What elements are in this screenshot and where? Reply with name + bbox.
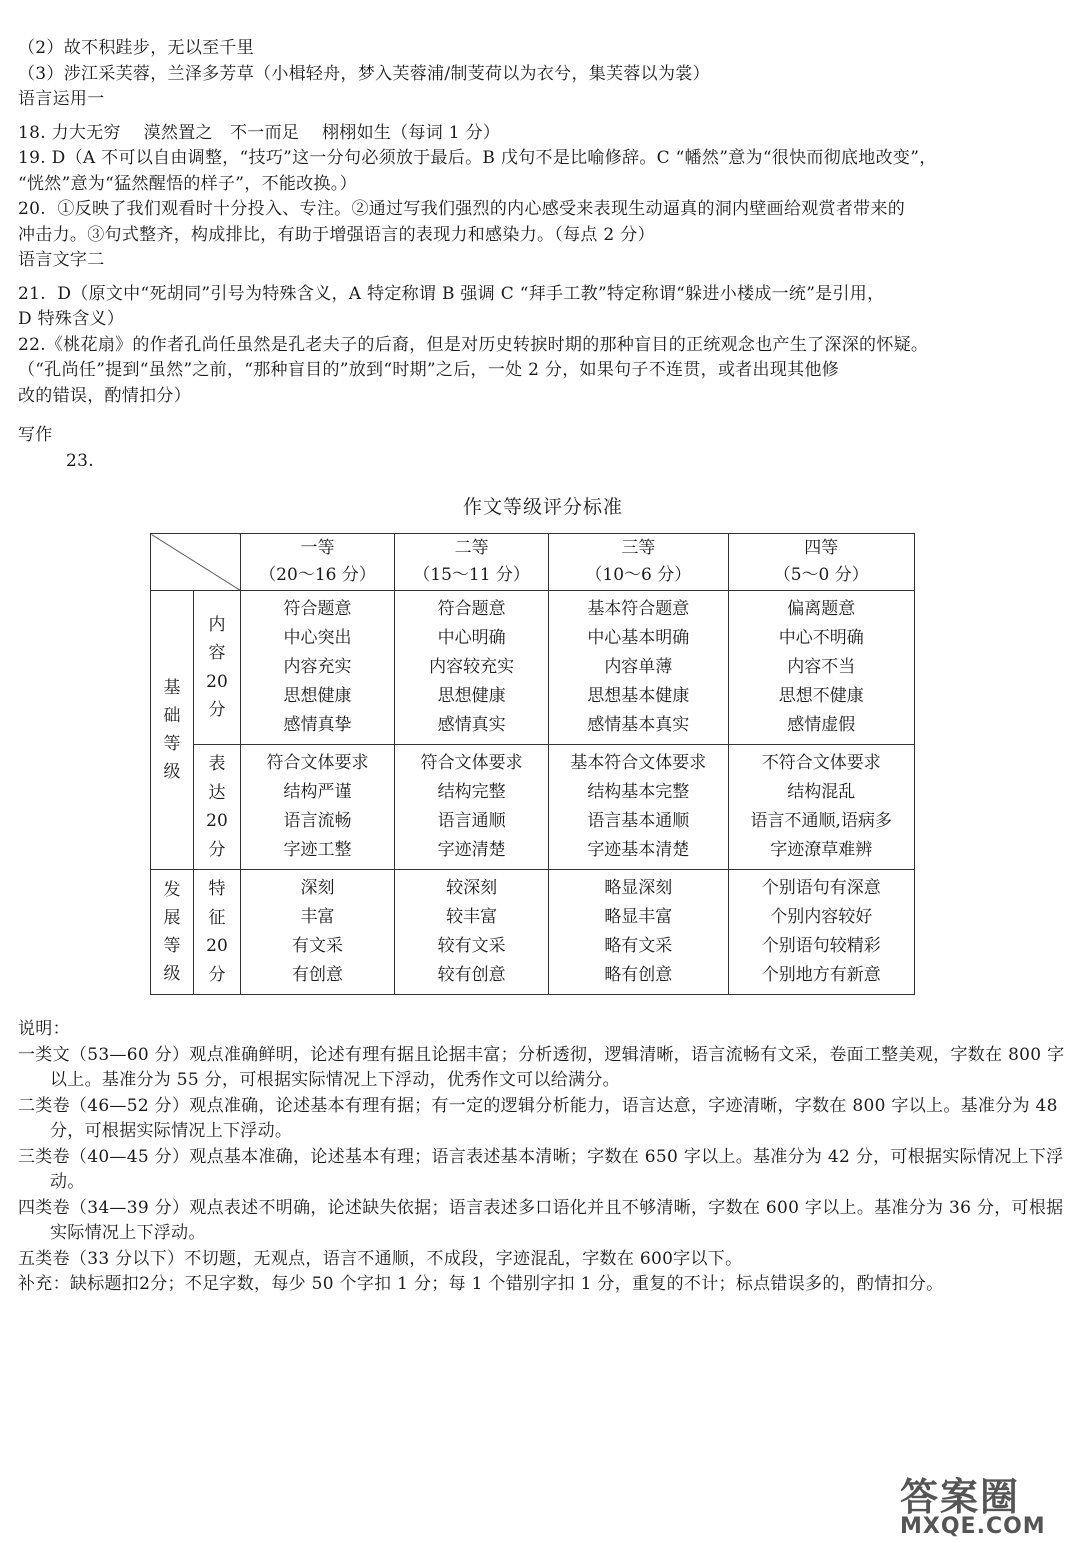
- rubric-cell-line: 语言基本通顺: [587, 811, 690, 831]
- subcategory-feature: [194, 870, 241, 995]
- rubric-cell: [728, 870, 915, 995]
- grade-header: 二等 （15～11 分）: [395, 534, 549, 591]
- rubric-cell: [549, 591, 728, 745]
- answer-line: （3）涉江采芙蓉，兰泽多芳草（小楫轻舟，梦入芙蓉浦/制芰荷以为衣兮，集芙蓉以为裳）: [18, 63, 710, 84]
- rubric-cell-line: 中心明确: [437, 628, 506, 648]
- rubric-cell-line: 中心基本明确: [587, 628, 690, 648]
- section-heading: 语言运用一: [18, 89, 105, 109]
- vertical-label-char: 发: [163, 880, 181, 900]
- answer-20: 20. ①反映了我们观看时十分投入、专注。②通过写我们强烈的内心感受来表现生动逼真的洞内壁画给观赏者带来的: [18, 199, 906, 219]
- rubric-cell-line: 符合题意: [283, 599, 352, 619]
- rubric-cell-line: 结构基本完整: [587, 782, 690, 802]
- vertical-label-char: 20: [206, 936, 228, 956]
- rubric-cell-line: 符合文体要求: [420, 753, 523, 773]
- category-development: [151, 870, 194, 995]
- rubric-cell: [241, 745, 395, 870]
- subcategory-expression: [194, 745, 241, 870]
- rubric-cell-line: 较丰富: [446, 907, 498, 927]
- subcategory-content: [194, 591, 241, 745]
- vertical-label-char: 征: [208, 907, 226, 928]
- rubric-cell-line: 感情真挚: [283, 715, 352, 735]
- rubric-cell-line: 略有创意: [604, 965, 673, 985]
- rubric-cell-line: 字迹清楚: [437, 840, 506, 860]
- rubric-cell-line: 中心突出: [283, 628, 352, 648]
- rubric-cell-line: 感情基本真实: [587, 715, 690, 735]
- rubric-cell-line: 丰富: [300, 907, 335, 927]
- rubric-cell-line: 语言通顺: [437, 811, 506, 831]
- table-corner-diagonal: [151, 534, 241, 591]
- rubric-cell-line: 内容单薄: [604, 657, 673, 677]
- rubric-cell-line: 偏离题意: [787, 599, 856, 619]
- rubric-cell-line: 基本符合题意: [587, 599, 690, 619]
- watermark-text: 答案圈: [900, 1475, 1021, 1519]
- grade-header: 四等 （5～0 分）: [728, 534, 915, 591]
- rubric-cell-line: 内容较充实: [429, 657, 515, 677]
- answer-22-cont: （“孔尚任”提到“虽然”之前，“那种盲目的”放到“时期”之后，一处 2 分，如果句子不连贯，或者出现其他修: [18, 360, 840, 380]
- rubric-cell-line: 字迹工整: [283, 840, 352, 860]
- rubric-cell-line: 思想基本健康: [587, 686, 690, 706]
- note-item: 补充：缺标题扣2分；不足字数，每少 50 个字扣 1 分；每 1 个错别字扣 1 分，重复的不计；标点错误多的，酌情扣分。: [18, 1274, 944, 1294]
- rubric-table: [150, 533, 915, 995]
- vertical-label-char: 达: [208, 782, 226, 803]
- vertical-label-char: 展: [163, 908, 181, 928]
- rubric-cell-line: 感情真实: [437, 715, 506, 735]
- rubric-cell-line: 符合文体要求: [266, 753, 369, 773]
- answer-18: 18. 力大无穷 漠然置之 不一而足 栩栩如生（每词 1 分）: [18, 122, 501, 143]
- scoring-notes: [18, 1017, 1068, 1298]
- rubric-cell-line: 结构完整: [437, 782, 506, 802]
- rubric-cell-line: 思想健康: [283, 686, 352, 706]
- answer-23: 23.: [66, 450, 94, 471]
- rubric-cell-line: 略显深刻: [604, 878, 673, 898]
- vertical-label-char: 20: [206, 811, 228, 831]
- rubric-cell: [395, 870, 549, 995]
- grade-header: 三等 （10～6 分）: [549, 534, 728, 591]
- rubric-cell-line: 深刻: [300, 878, 335, 898]
- rubric-cell-line: 符合题意: [437, 599, 506, 619]
- note-item: 一类文（53—60 分）观点准确鲜明，论述有理有据且论据丰富；分析透彻，逻辑清晰，语言流畅有文采，卷面工整美观，字数在 800 字以上。基准分为 55 分，可根据实际情况上下浮动，优秀作文可以给满分。: [18, 1044, 1065, 1090]
- rubric-cell-line: 感情虚假: [787, 715, 856, 735]
- answer-22: 22.《桃花扇》的作者孔尚任虽然是孔老夫子的后裔，但是对历史转捩时期的那种盲目的正统观念也产生了深深的怀疑。: [18, 334, 929, 355]
- grade-header: 一等 （20～16 分）: [241, 534, 395, 591]
- category-basic: [151, 591, 194, 870]
- vertical-label-char: 分: [208, 964, 226, 985]
- vertical-label-char: 20: [206, 671, 228, 692]
- answer-21-cont: D 特殊含义）: [18, 309, 125, 329]
- vertical-label-char: 表: [208, 754, 226, 774]
- vertical-label-char: 础: [163, 706, 181, 726]
- rubric-cell-line: 中心不明确: [778, 628, 864, 648]
- rubric-cell-line: 个别语句有深意: [761, 878, 881, 898]
- vertical-label-char: 内: [208, 614, 226, 635]
- rubric-cell-line: 略显丰富: [604, 907, 673, 927]
- rubric-cell-line: 个别语句较精彩: [761, 936, 881, 956]
- rubric-cell-line: 个别内容较好: [770, 907, 873, 927]
- note-item: 二类卷（46—52 分）观点准确，论述基本有理有据；有一定的逻辑分析能力，语言达意，字迹清晰，字数在 800 字以上。基准分为 48 分，可根据实际情况上下浮动。: [18, 1095, 1064, 1141]
- rubric-cell-line: 字迹基本清楚: [587, 840, 690, 860]
- rubric-title: 作文等级评分标准: [462, 496, 623, 518]
- rubric-cell-line: 有创意: [292, 965, 344, 985]
- rubric-cell-line: 较深刻: [446, 878, 498, 898]
- vertical-label-char: 等: [163, 734, 181, 754]
- section-heading: 写作: [18, 425, 53, 445]
- answer-19-cont: “恍然”意为“猛然醒悟的样子”，不能改换。）: [18, 173, 357, 194]
- rubric-cell-line: 语言流畅: [283, 811, 352, 831]
- rubric-cell-line: 较有文采: [437, 936, 506, 956]
- rubric-cell-line: 不符合文体要求: [761, 753, 881, 773]
- answer-19: 19. D（A 不可以自由调整，“技巧”这一分句必须放于最后。B 戊句不是比喻修辞。C “幡然”意为“很快而彻底地改变”，: [18, 148, 937, 168]
- vertical-label-char: 级: [163, 762, 181, 782]
- rubric-cell: [395, 591, 549, 745]
- section-heading: 语言文字二: [18, 250, 105, 270]
- rubric-cell-line: 结构严谨: [283, 782, 352, 802]
- answer-sheet: [18, 36, 1068, 1298]
- rubric-cell-line: 略有文采: [604, 936, 673, 956]
- rubric-cell-line: 个别地方有新意: [761, 965, 881, 985]
- vertical-label-char: 级: [163, 964, 181, 984]
- vertical-label-char: 基: [163, 678, 181, 698]
- vertical-label-char: 容: [208, 643, 226, 663]
- rubric-cell-line: 内容不当: [787, 657, 856, 677]
- answer-20-cont: 冲击力。③句式整齐，构成排比，有助于增强语言的表现力和感染力。（每点 2 分）: [18, 224, 655, 245]
- rubric-cell-line: 语言不通顺,语病多: [750, 811, 892, 831]
- rubric-cell-line: 思想健康: [437, 686, 506, 706]
- rubric-cell-line: 较有创意: [437, 965, 506, 985]
- rubric-cell: [549, 870, 728, 995]
- rubric-cell-line: 字迹潦草难辨: [770, 840, 873, 860]
- note-item: 五类卷（33 分以下）不切题，无观点，语言不通顺，不成段，字迹混乱，字数在 600字以下。: [18, 1248, 743, 1269]
- answer-21: 21. D（原文中“死胡同”引号为特殊含义，A 特定称谓 B 强调 C “拜手工教”特定称谓“躲进小楼成一统”是引用，: [18, 283, 885, 304]
- note-item: 四类卷（34—39 分）观点表述不明确，论述缺失依据；语言表述多口语化并且不够清晰，字数在 600 字以上。基准分为 36 分，可根据实际情况上下浮动。: [18, 1197, 1064, 1243]
- rubric-cell-line: 基本符合文体要求: [570, 753, 707, 773]
- watermark-url: MXQE.COM: [900, 1514, 1046, 1539]
- vertical-label-char: 等: [163, 936, 181, 956]
- rubric-cell: [241, 591, 395, 745]
- answer-line: （2）故不积跬步，无以至千里: [18, 38, 255, 58]
- rubric-cell: [395, 745, 549, 870]
- rubric-cell: [549, 745, 728, 870]
- notes-heading: 说明：: [18, 1019, 70, 1039]
- rubric-cell: [728, 745, 915, 870]
- rubric-cell-line: 内容充实: [283, 657, 352, 677]
- watermark-logo: [900, 1475, 1070, 1540]
- rubric-cell-line: 有文采: [292, 936, 344, 956]
- rubric-cell: [241, 870, 395, 995]
- answer-22-cont: 改的错误，酌情扣分）: [18, 385, 191, 406]
- rubric-cell-line: 结构混乱: [787, 782, 856, 802]
- vertical-label-char: 特: [208, 879, 226, 899]
- note-item: 三类卷（40—45 分）观点基本准确，论述基本有理；语言表述基本清晰；字数在 650 字以上。基准分为 42 分，可根据实际情况上下浮动。: [18, 1146, 1064, 1192]
- vertical-label-char: 分: [208, 700, 226, 720]
- rubric-cell: [728, 591, 915, 745]
- vertical-label-char: 分: [208, 839, 226, 860]
- rubric-cell-line: 思想不健康: [778, 686, 864, 706]
